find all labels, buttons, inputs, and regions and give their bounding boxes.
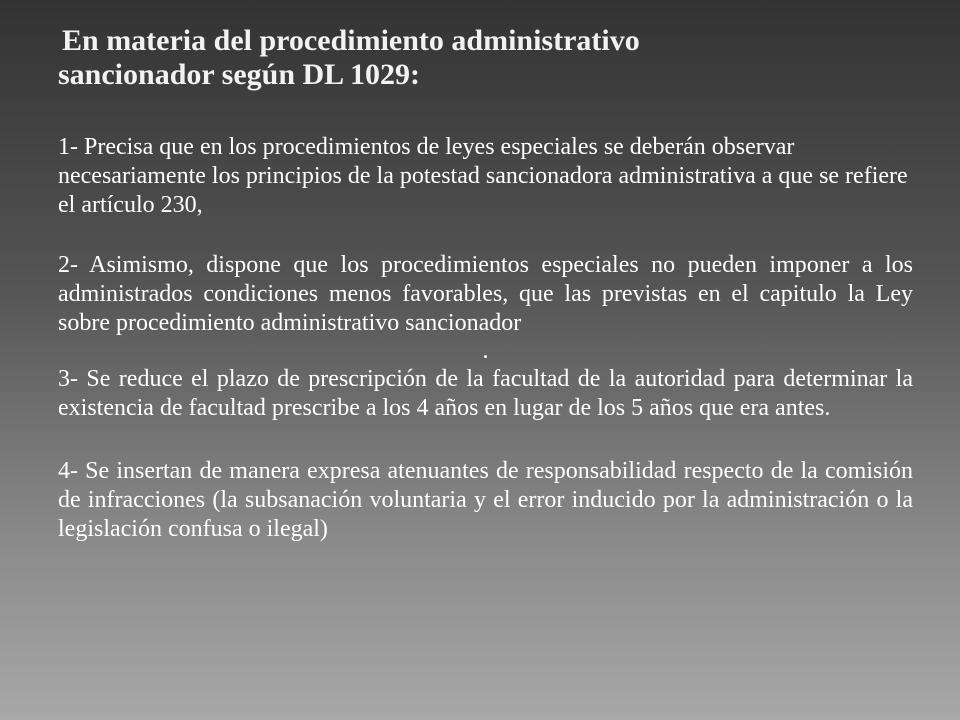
slide-title-line-1: En materia del procedimiento administrativo	[62, 24, 640, 57]
separator-dot: .	[482, 338, 489, 364]
slide-title-line-2: sancionador según DL 1029:	[58, 58, 421, 91]
paragraph-4: 4- Se insertan de manera expresa atenuantes de responsabilidad respecto de la comisión de infracciones (la subsanación voluntaria y el error inducido por la administración o la legislación confusa o ilegal)	[58, 458, 913, 542]
paragraph-1: 1- Precisa que en los procedimientos de leyes especiales se deberán observar necesariamente los principios de la potestad sancionadora administrativa a que se refiere el artículo 230,	[58, 134, 908, 218]
paragraph-2: 2- Asimismo, dispone que los procedimientos especiales no pueden imponer a los administrados condiciones menos favorables, que las previstas en el capitulo la Ley sobre procedimiento administrativo sancionador	[58, 252, 913, 336]
slide-title	[58, 24, 918, 92]
slide-body	[58, 133, 913, 544]
paragraph-3: 3- Se reduce el plazo de prescripción de la facultad de la autoridad para determinar la existencia de facultad prescribe a los 4 años en lugar de los 5 años que era antes.	[58, 366, 913, 421]
